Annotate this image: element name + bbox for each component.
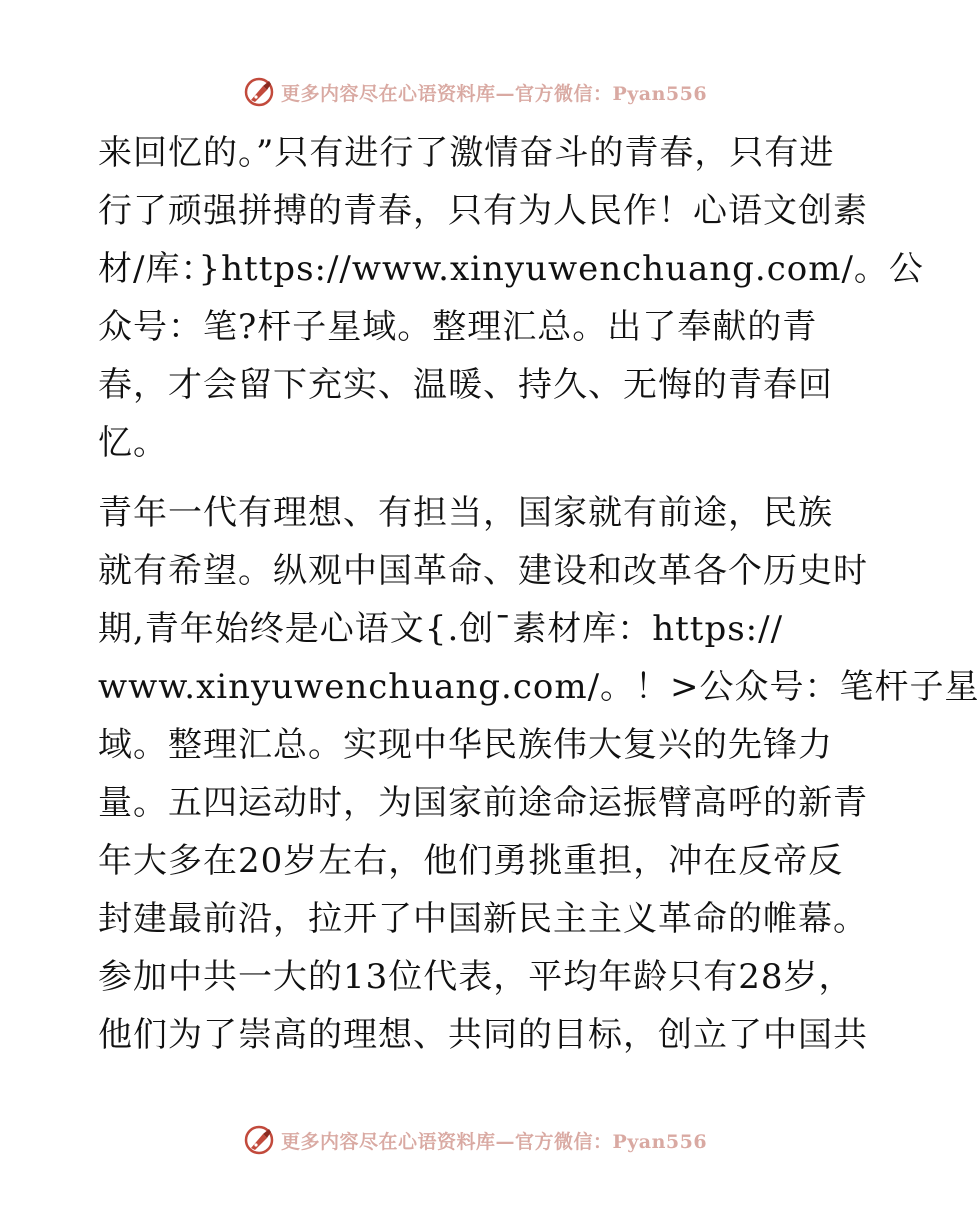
- text-line: 他们为了崇高的理想、共同的目标，创立了中国共: [98, 1015, 868, 1055]
- document-body: [98, 124, 980, 1064]
- text-line: 参加中共一大的13位代表，平均年龄只有28岁，: [98, 957, 854, 997]
- text-line: 量。五四运动时，为国家前途命运振臂高呼的新青: [98, 783, 868, 823]
- header-watermark: [0, 72, 950, 112]
- text-line: 来回忆的。”只有进行了激情奋斗的青春，只有进: [98, 133, 835, 173]
- text-line: 忆。: [98, 423, 168, 463]
- text-line: 材/库：}https://www.xinyuwenchuang.com/。公: [98, 249, 924, 289]
- text-line: 青年一代有理想、有担当，国家就有前途，民族: [98, 493, 833, 533]
- paragraph: [98, 124, 924, 472]
- text-line: 域。整理汇总。实现中华民族伟大复兴的先锋力: [98, 725, 833, 765]
- text-line: 就有希望。纵观中国革命、建设和改革各个历史时: [98, 551, 868, 591]
- pen-nib-logo-icon: [243, 1124, 275, 1156]
- paragraph: [98, 484, 980, 1064]
- text-line: 众号：笔?杆子星域。整理汇总。出了奉献的青: [98, 307, 818, 347]
- text-line: 期,青年始终是心语文{.创¯素材库：https://: [98, 609, 784, 649]
- footer-watermark: [0, 1120, 950, 1160]
- footer-watermark-text: 更多内容尽在心语资料库—官方微信：Pyan556: [280, 1130, 708, 1153]
- header-watermark-text: 更多内容尽在心语资料库—官方微信：Pyan556: [280, 82, 708, 105]
- text-line: www.xinyuwenchuang.com/。！>公众号：笔杆子星: [98, 667, 980, 707]
- text-line: 年大多在20岁左右，他们勇挑重担，冲在反帝反: [98, 841, 844, 881]
- pen-nib-logo-icon: [243, 76, 275, 108]
- text-line: 封建最前沿，拉开了中国新民主主义革命的帷幕。: [98, 899, 868, 939]
- text-line: 行了顽强拼搏的青春，只有为人民作！心语文创素: [98, 191, 868, 231]
- text-line: 春，才会留下充实、温暖、持久、无悔的青春回: [98, 365, 833, 405]
